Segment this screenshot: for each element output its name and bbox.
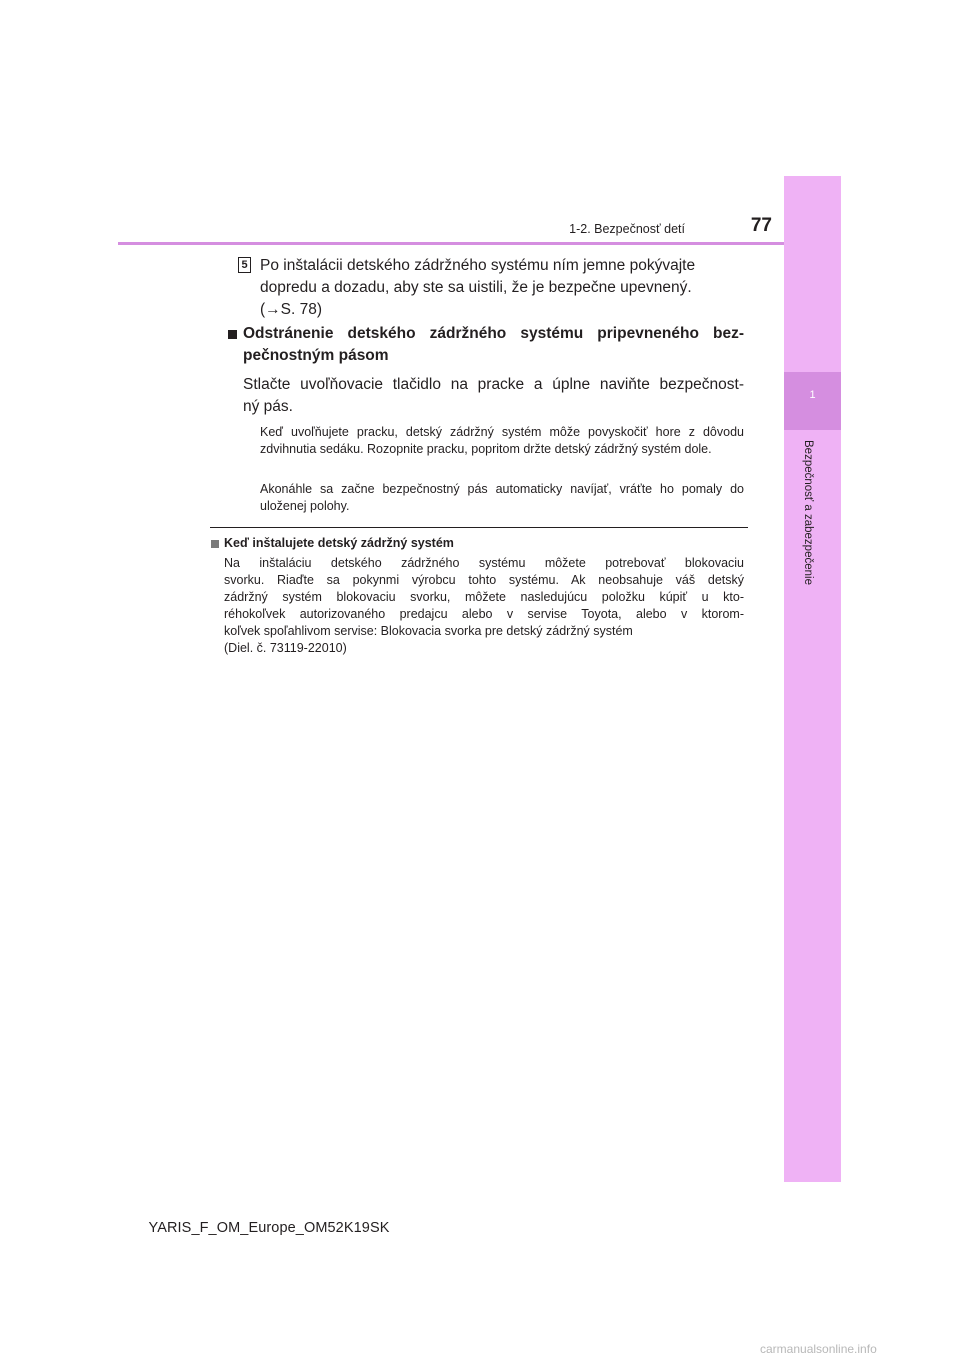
step-reference: (→S. 78) xyxy=(260,301,323,318)
section-heading-line-1: Odstránenie detského zádržného systému pripevneného bez- xyxy=(243,325,744,342)
step-text-line-1: Po inštalácii detského zádržného systému ním jemne pokývajte xyxy=(260,257,696,274)
info-title: Keď inštalujete detský zádržný systém xyxy=(224,536,454,550)
chapter-number: 1 xyxy=(809,389,816,401)
watermark-text: carmanualsonline.info xyxy=(760,1342,877,1356)
page-number: 77 xyxy=(750,215,772,236)
document-id-footer: YARIS_F_OM_Europe_OM52K19SK xyxy=(148,1220,390,1236)
section-title: 1-2. Bezpečnosť detí xyxy=(569,222,685,236)
heading-bullet-icon xyxy=(228,330,237,339)
info-line-6: (Diel. č. 73119-22010) xyxy=(224,641,347,655)
chapter-title-vertical xyxy=(800,440,814,640)
note-paragraph-1: Keď uvoľňujete pracku, detský zádržný systém môže povyskočiť hore z dôvodu zdvihnutia sedáku. Rozopnite pracku, popritom držte detský zádržný systém dole. xyxy=(260,425,744,456)
note-paragraph-2: Akonáhle sa začne bezpečnostný pás automaticky navíjať, vráťte ho pomaly do uloženej polohy. xyxy=(260,482,744,513)
section-body-line-2: ný pás. xyxy=(243,398,293,415)
info-body xyxy=(224,555,744,657)
step-number-badge: 5 xyxy=(238,257,251,273)
chapter-title-text: Bezpečnosť a zabezpečenie xyxy=(802,440,814,585)
header-rule xyxy=(118,242,784,245)
section-divider xyxy=(210,527,748,528)
chapter-tab-active-marker xyxy=(784,372,841,430)
info-line-3: zádržný systém blokovaciu svorku, môžete nasledujúcu položku kúpiť u kto- xyxy=(224,590,744,604)
section-body-line-1: Stlačte uvoľňovacie tlačidlo na pracke a úplne naviňte bezpečnost- xyxy=(243,376,744,393)
section-heading-line-2: pečnostným pásom xyxy=(243,347,389,364)
step-text-line-2: dopredu a dozadu, aby ste sa uistili, že je bezpečne upevnený. xyxy=(260,279,692,296)
info-line-1: Na inštaláciu detského zádržného systému môžete potrebovať blokovaciu xyxy=(224,556,744,570)
info-line-4: réhokoľvek autorizovaného predajcu alebo v servise Toyota, alebo v ktorom- xyxy=(224,607,744,621)
info-bullet-icon xyxy=(211,540,219,548)
info-line-5: koľvek spoľahlivom servise: Blokovacia svorka pre detský zádržný systém xyxy=(224,624,633,638)
info-line-2: svorku. Riaďte sa pokynmi výrobcu tohto systému. Ak neobsahuje váš detský xyxy=(224,573,744,587)
chapter-side-tab xyxy=(784,176,841,1182)
